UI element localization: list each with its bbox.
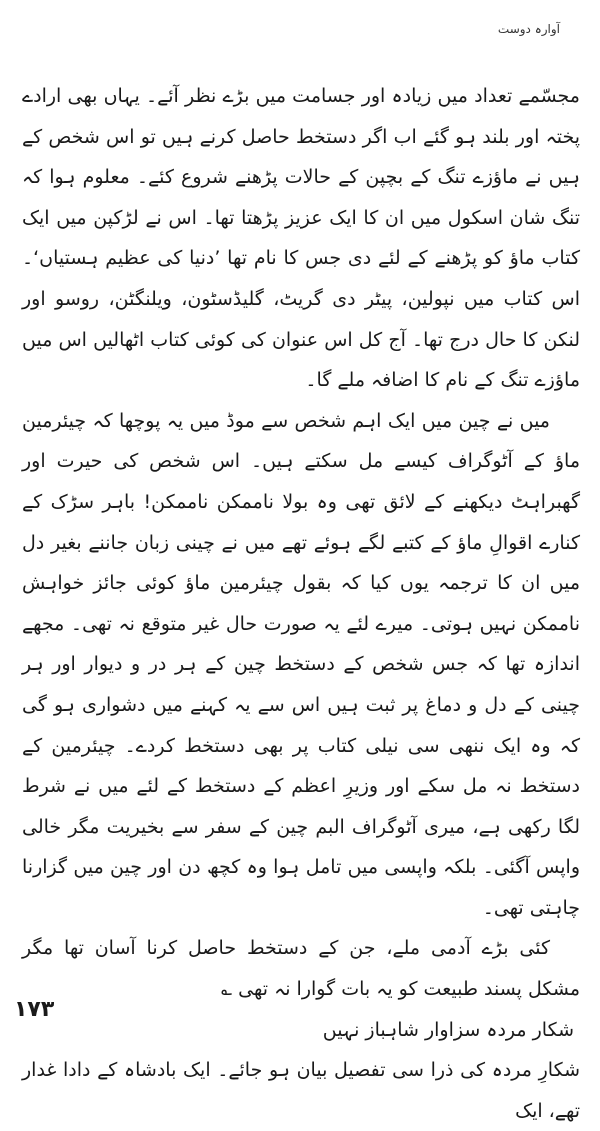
closing-line: شکارِ مردہ کی ذرا سی تفصیل بیان ہو جائے۔ ایک بادشاہ کے دادا غدار تھے، ایک (22, 1059, 580, 1122)
verse-misra-right: شکار مردہ سزاوار شاہباز نہیں (322, 1018, 574, 1041)
verse-line (22, 1010, 580, 1051)
paragraph-2: میں نے چین میں ایک اہم شخص سے موڈ میں یہ پوچھا کہ چیئرمین ماؤ کے آٹوگراف کیسے مل سکتے ہیں۔ اس شخص کی حیرت اور گھبراہٹ دیکھنے کے لائق تھی وہ بولا ناممکن ناممکن! باہر سڑک کے کنارے اقوالِ ماؤ کے کتبے لگے ہوئے تھے میں نے چینی زبان جاننے بغیر دل میں ان کا ترجمہ یوں کیا کہ بقول چیئرمین ماؤ کوئی جائز خواہش ناممکن نہیں ہوتی۔ میرے لئے یہ صورت حال غیر متوقع نہ تھی۔ مجھے اندازہ تھا کہ جس شخص کے دستخط چین کے ہر در و دیوار اور ہر چینی کے دل و دماغ پر ثبت ہیں اس سے یہ کہنے میں دشواری ہو گی کہ وہ ایک ننھی سی نیلی کتاب پر بھی دستخط کردے۔ چیئرمین کے دستخط نہ مل سکے اور وزیرِ اعظم کے دستخط کے لئے میں نے شرط لگا رکھی ہے، میری آٹوگراف البم چین کے سفر سے بخیریت مگر خالی واپس آگئی۔ بلکہ واپسی میں تامل ہوا وہ کچھ دن اور چین میں گزارنا چاہتی تھی۔ (22, 409, 580, 919)
page-number: ۱۷۳ (14, 997, 55, 1022)
paragraph-1: مجسّمے تعداد میں زیادہ اور جسامت میں بڑے نظر آئے۔ یہاں بھی ارادے پختہ اور بلند ہو گئے اب اگر دستخط حاصل کرنے ہیں تو اس شخص کے ہیں نے ماؤزے تنگ کے بچپن کے حالات پڑھنے شروع کئے۔ معلوم ہوا کہ تنگ شان اسکول میں ان کا ایک عزیز پڑھتا تھا۔ اس نے لڑکپن میں ایک کتاب ماؤ کو پڑھنے کے لئے دی جس کا نام تھا ’دنیا کی عظیم ہستیاں‘۔ اس کتاب میں نپولین، پیٹر دی گریٹ، گلیڈسٹون، ویلنگٹن، روسو اور لنکن کا حال درج تھا۔ آج کل اس عنوان کی کوئی کتاب اٹھالیں اس میں ماؤزے تنگ کے نام کا اضافہ ملے گا۔ (22, 85, 580, 392)
running-header: آوارہ دوست (497, 22, 560, 36)
body-text (22, 76, 580, 1131)
paragraph-3: کئی بڑے آدمی ملے، جن کے دستخط حاصل کرنا آسان تھا مگر مشکل پسند طبیعت کو یہ بات گوارا نہ تھی ؎ (22, 937, 580, 1001)
